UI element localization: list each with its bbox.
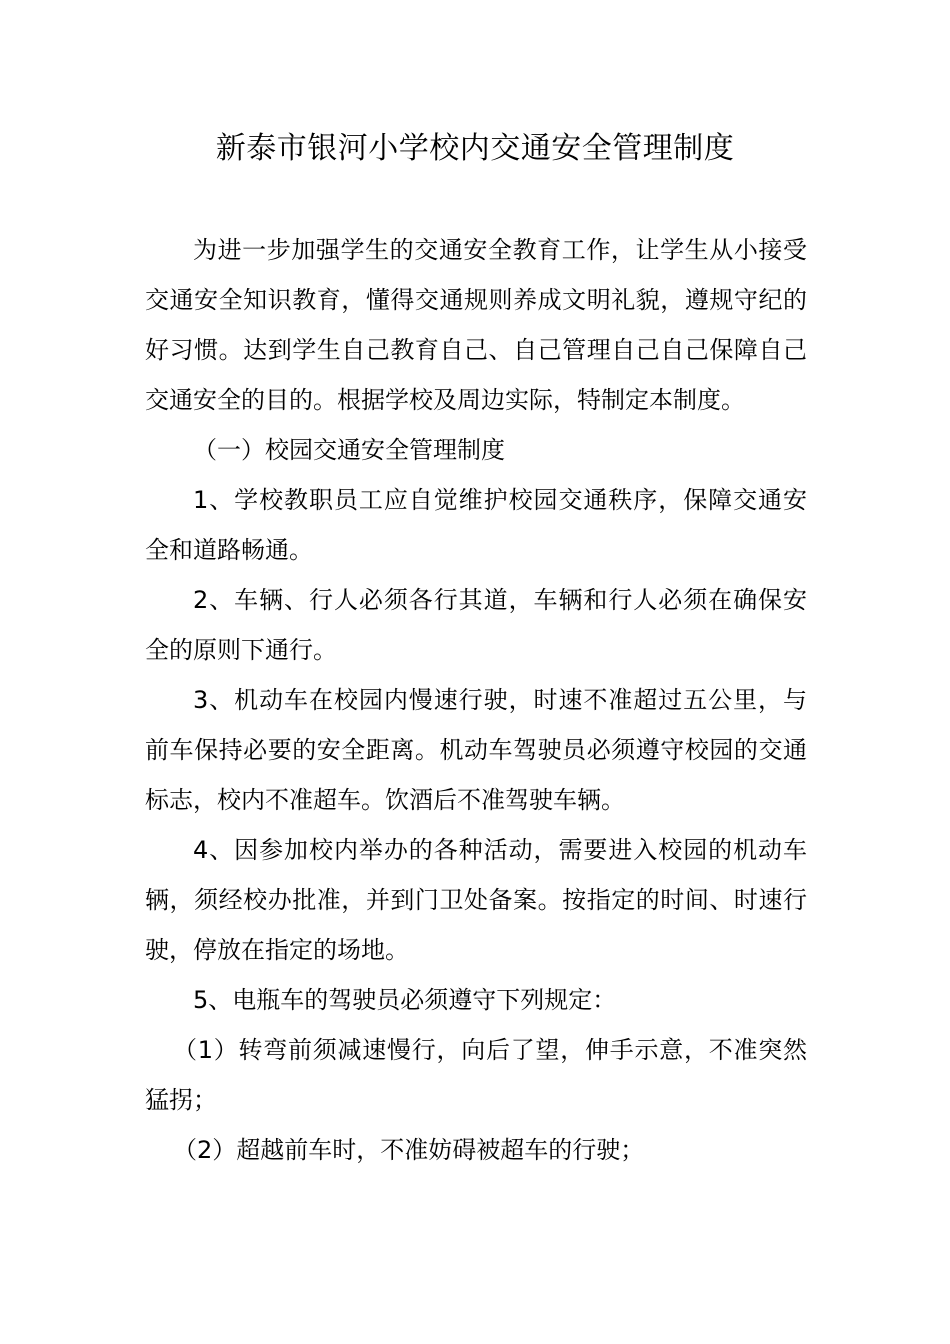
- rule-paragraph-1: 1、学校教职员工应自觉维护校园交通秩序，保障交通安全和道路畅通。: [145, 486, 807, 564]
- rule-paragraph-3: 3、机动车在校园内慢速行驶，时速不准超过五公里，与前车保持必要的安全距离。机动车驾驶员必须遵守校园的交通标志，校内不准超车。饮酒后不准驾驶车辆。: [145, 686, 807, 814]
- rule-paragraph-4: 4、因参加校内举办的各种活动，需要进入校园的机动车辆，须经校办批准，并到门卫处备案。按指定的时间、时速行驶，停放在指定的场地。: [145, 836, 807, 964]
- rule-paragraph-2: 2、车辆、行人必须各行其道，车辆和行人必须在确保安全的原则下通行。: [145, 586, 807, 664]
- section-heading: （一）校园交通安全管理制度: [193, 436, 505, 464]
- document-title: 新泰市银河小学校内交通安全管理制度: [215, 131, 735, 166]
- sub-rule-paragraph-1: （1）转弯前须减速慢行，向后了望，伸手示意，不准突然猛拐；: [145, 1036, 807, 1114]
- rule-paragraph-5: 5、电瓶车的驾驶员必须遵守下列规定：: [193, 986, 617, 1014]
- sub-rule-paragraph-2: （2）超越前车时，不准妨碍被超车的行驶；: [173, 1136, 645, 1164]
- intro-paragraph: 为进一步加强学生的交通安全教育工作，让学生从小接受交通安全知识教育，懂得交通规则养成文明礼貌，遵规守纪的好习惯。达到学生自己教育自己、自己管理自己自己保障自己交通安全的目的。根据学校及周边实际，特制定本制度。: [145, 236, 807, 414]
- document-body: [145, 225, 807, 1175]
